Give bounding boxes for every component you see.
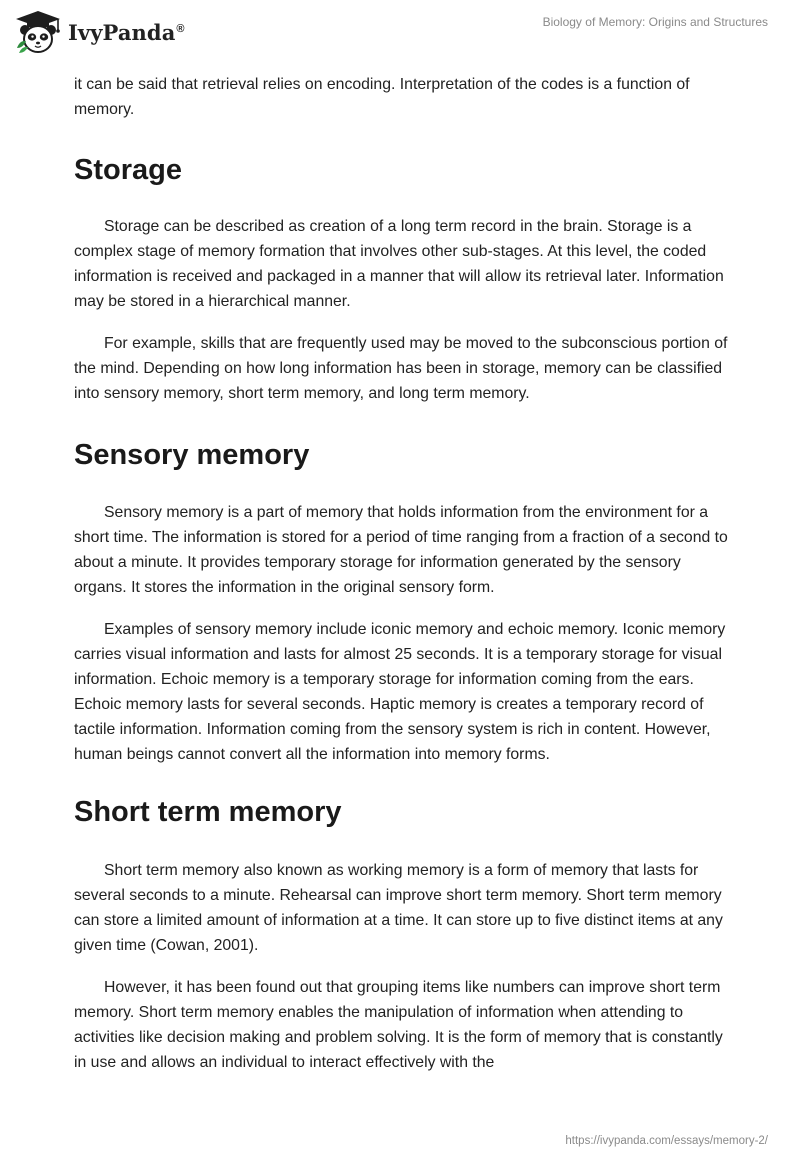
panda-graduate-icon	[14, 10, 62, 54]
short-term-paragraph-2: However, it has been found out that grouping items like numbers can improve short term memory. Short term memory enables the manipulation of information when attending to activities like decision making and problem solving. It is the form of memory that is constantly in use and allows an individual to interact effectively with the	[74, 979, 723, 1071]
ivypanda-logo[interactable]	[14, 10, 185, 54]
heading-storage: Storage	[74, 154, 182, 186]
storage-paragraph-1: Storage can be described as creation of a long term record in the brain. Storage is a complex stage of memory formation that involves other sub-stages. At this level, the coded information is received and packaged in a manner that will allow its retrieval later. Information may be stored in a hierarchical manner.	[74, 218, 724, 310]
page-header	[0, 0, 800, 64]
sensory-paragraph-2: Examples of sensory memory include iconic memory and echoic memory. Iconic memory carries visual information and lasts for almost 25 seconds. It is a temporary storage for visual information. Echoic memory is a temporary storage for information coming from the ears. Echoic memory lasts for several seconds. Haptic memory is creates a temporary record of tactile information. Information coming from the sensory system is rich in content. However, human beings cannot convert all the information into memory forms.	[74, 621, 726, 763]
essay-body	[74, 72, 729, 1075]
logo-wordmark: IvyPanda®	[68, 19, 185, 45]
intro-paragraph: it can be said that retrieval relies on encoding. Interpretation of the codes is a function of memory.	[74, 76, 690, 118]
heading-sensory-memory: Sensory memory	[74, 439, 310, 471]
heading-short-term-memory: Short term memory	[74, 796, 342, 828]
storage-paragraph-2: For example, skills that are frequently used may be moved to the subconscious portion of the mind. Depending on how long information has been in storage, memory can be classified into sensory memory, short term memory, and long term memory.	[74, 335, 728, 402]
footer-source-link[interactable]: https://ivypanda.com/essays/memory-2/	[565, 1135, 768, 1147]
document-title: Biology of Memory: Origins and Structures	[542, 15, 768, 29]
sensory-paragraph-1: Sensory memory is a part of memory that holds information from the environment for a short time. The information is stored for a period of time ranging from a fraction of a second to about a minute. It provides temporary storage for information generated by the sensory organs. It stores the information in the original sensory form.	[74, 504, 728, 596]
short-term-paragraph-1: Short term memory also known as working memory is a form of memory that lasts for several seconds to a minute. Rehearsal can improve short term memory. Short term memory can store a limited amount of information at a time. It can store up to five distinct items at any given time (Cowan, 2001).	[74, 862, 723, 954]
